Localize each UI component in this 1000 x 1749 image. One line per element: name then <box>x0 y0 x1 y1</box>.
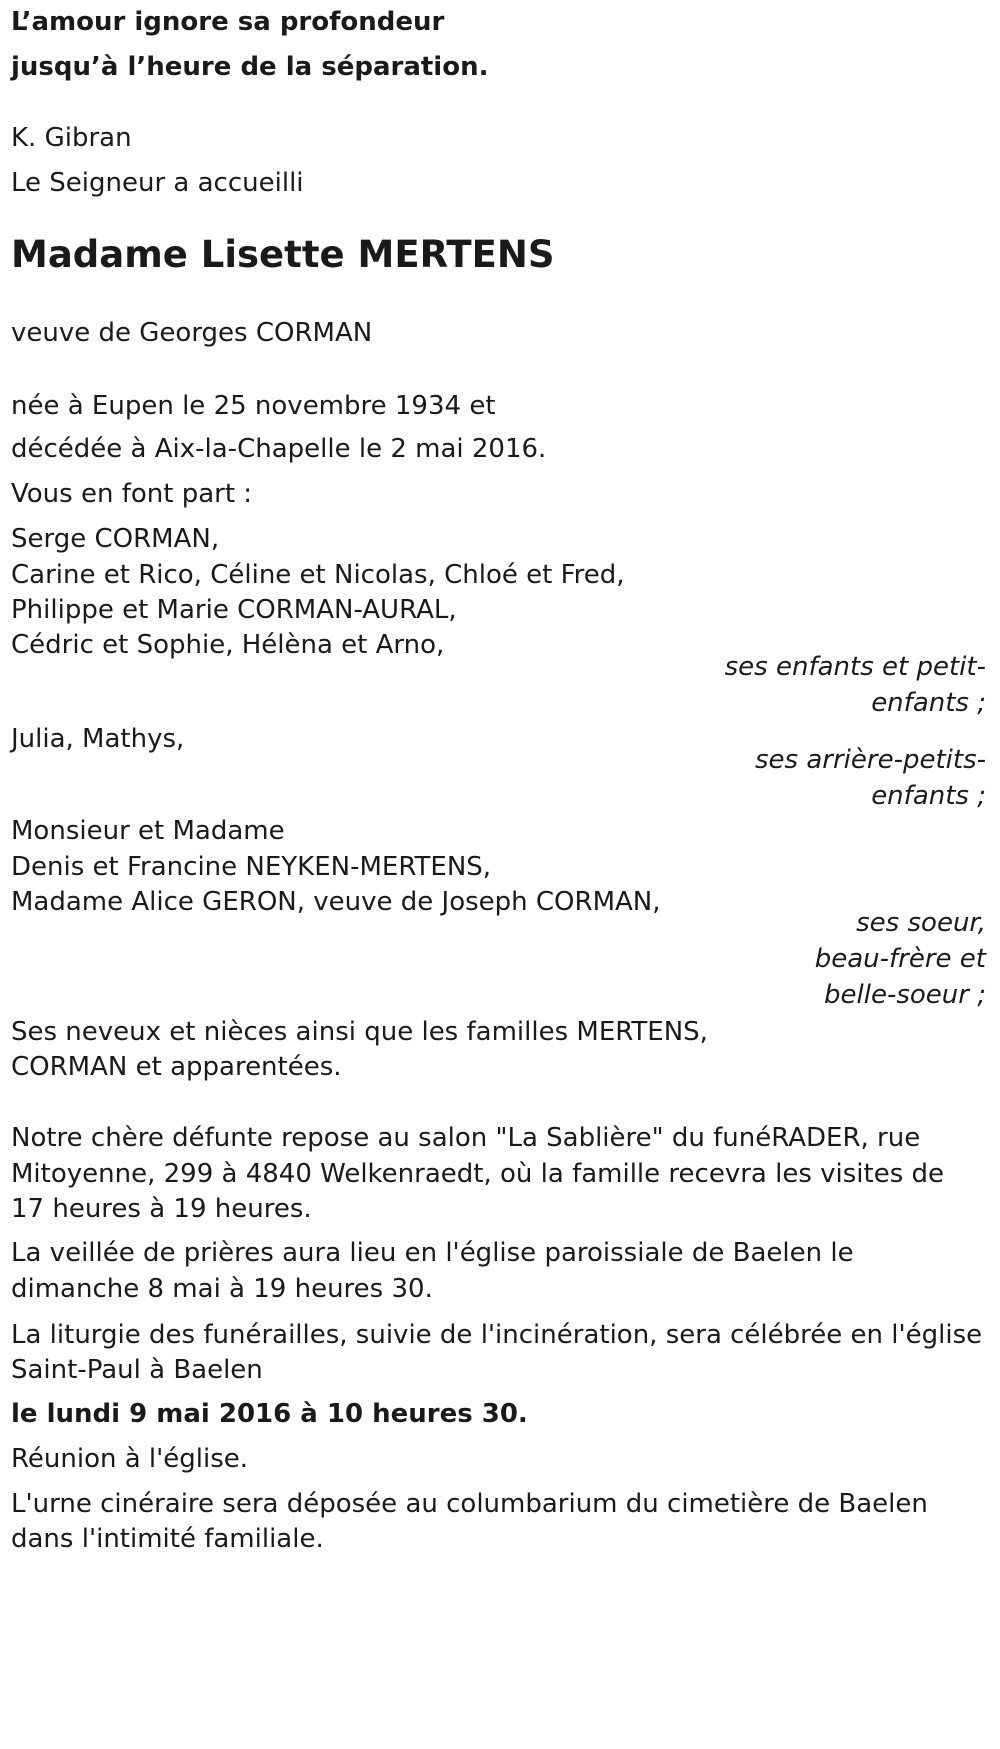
great-grandchildren-line: Julia, Mathys, <box>11 724 185 754</box>
children-label: ses enfants et petit- <box>724 652 986 682</box>
urn-line: dans l'intimité familiale. <box>11 1524 324 1554</box>
others-line: Ses neveux et nièces ainsi que les familles MERTENS, <box>11 1017 708 1047</box>
great-grandchildren-label: enfants ; <box>871 781 986 811</box>
liturgy-date: le lundi 9 mai 2016 à 10 heures 30. <box>11 1399 528 1429</box>
liturgy-line: Saint-Paul à Baelen <box>11 1355 263 1385</box>
quote-line-1: L’amour ignore sa profondeur <box>11 7 445 37</box>
viewing-line: Mitoyenne, 299 à 4840 Welkenraedt, où la famille recevra les visites de <box>11 1159 945 1189</box>
vigil-line: dimanche 8 mai à 19 heures 30. <box>11 1274 433 1304</box>
death-line: décédée à Aix-la-Chapelle le 2 mai 2016. <box>11 434 547 464</box>
siblings-line: Monsieur et Madame <box>11 816 285 846</box>
great-grandchildren-label: ses arrière-petits- <box>755 745 986 775</box>
siblings-line: Madame Alice GERON, veuve de Joseph CORMAN, <box>11 887 661 917</box>
children-line: Cédric et Sophie, Hélèna et Arno, <box>11 630 445 660</box>
deceased-name: Madame Lisette MERTENS <box>11 233 555 276</box>
urn-line: L'urne cinéraire sera déposée au columbarium du cimetière de Baelen <box>11 1489 928 1519</box>
siblings-label: belle-soeur ; <box>824 980 986 1010</box>
children-line: Philippe et Marie CORMAN-AURAL, <box>11 595 457 625</box>
quote-author: K. Gibran <box>11 123 132 153</box>
siblings-label: beau-frère et <box>814 944 986 974</box>
viewing-line: 17 heures à 19 heures. <box>11 1194 312 1224</box>
siblings-line: Denis et Francine NEYKEN-MERTENS, <box>11 852 492 882</box>
meeting-line: Réunion à l'église. <box>11 1444 249 1474</box>
liturgy-line: La liturgie des funérailles, suivie de l'incinération, sera célébrée en l'église <box>11 1320 983 1350</box>
quote-line-2: jusqu’à l’heure de la séparation. <box>11 52 489 82</box>
children-label: enfants ; <box>871 688 986 718</box>
announcement-line: Vous en font part : <box>11 479 253 509</box>
others-line: CORMAN et apparentées. <box>11 1052 342 1082</box>
intro-text: Le Seigneur a accueilli <box>11 168 304 198</box>
children-line: Carine et Rico, Céline et Nicolas, Chloé et Fred, <box>11 560 625 590</box>
siblings-label: ses soeur, <box>856 908 986 938</box>
viewing-line: Notre chère défunte repose au salon "La Sablière" du funéRADER, rue <box>11 1123 921 1153</box>
children-line: Serge CORMAN, <box>11 524 220 554</box>
vigil-line: La veillée de prières aura lieu en l'église paroissiale de Baelen le <box>11 1238 854 1268</box>
birth-line: née à Eupen le 25 novembre 1934 et <box>11 391 496 421</box>
spouse-line: veuve de Georges CORMAN <box>11 318 373 348</box>
